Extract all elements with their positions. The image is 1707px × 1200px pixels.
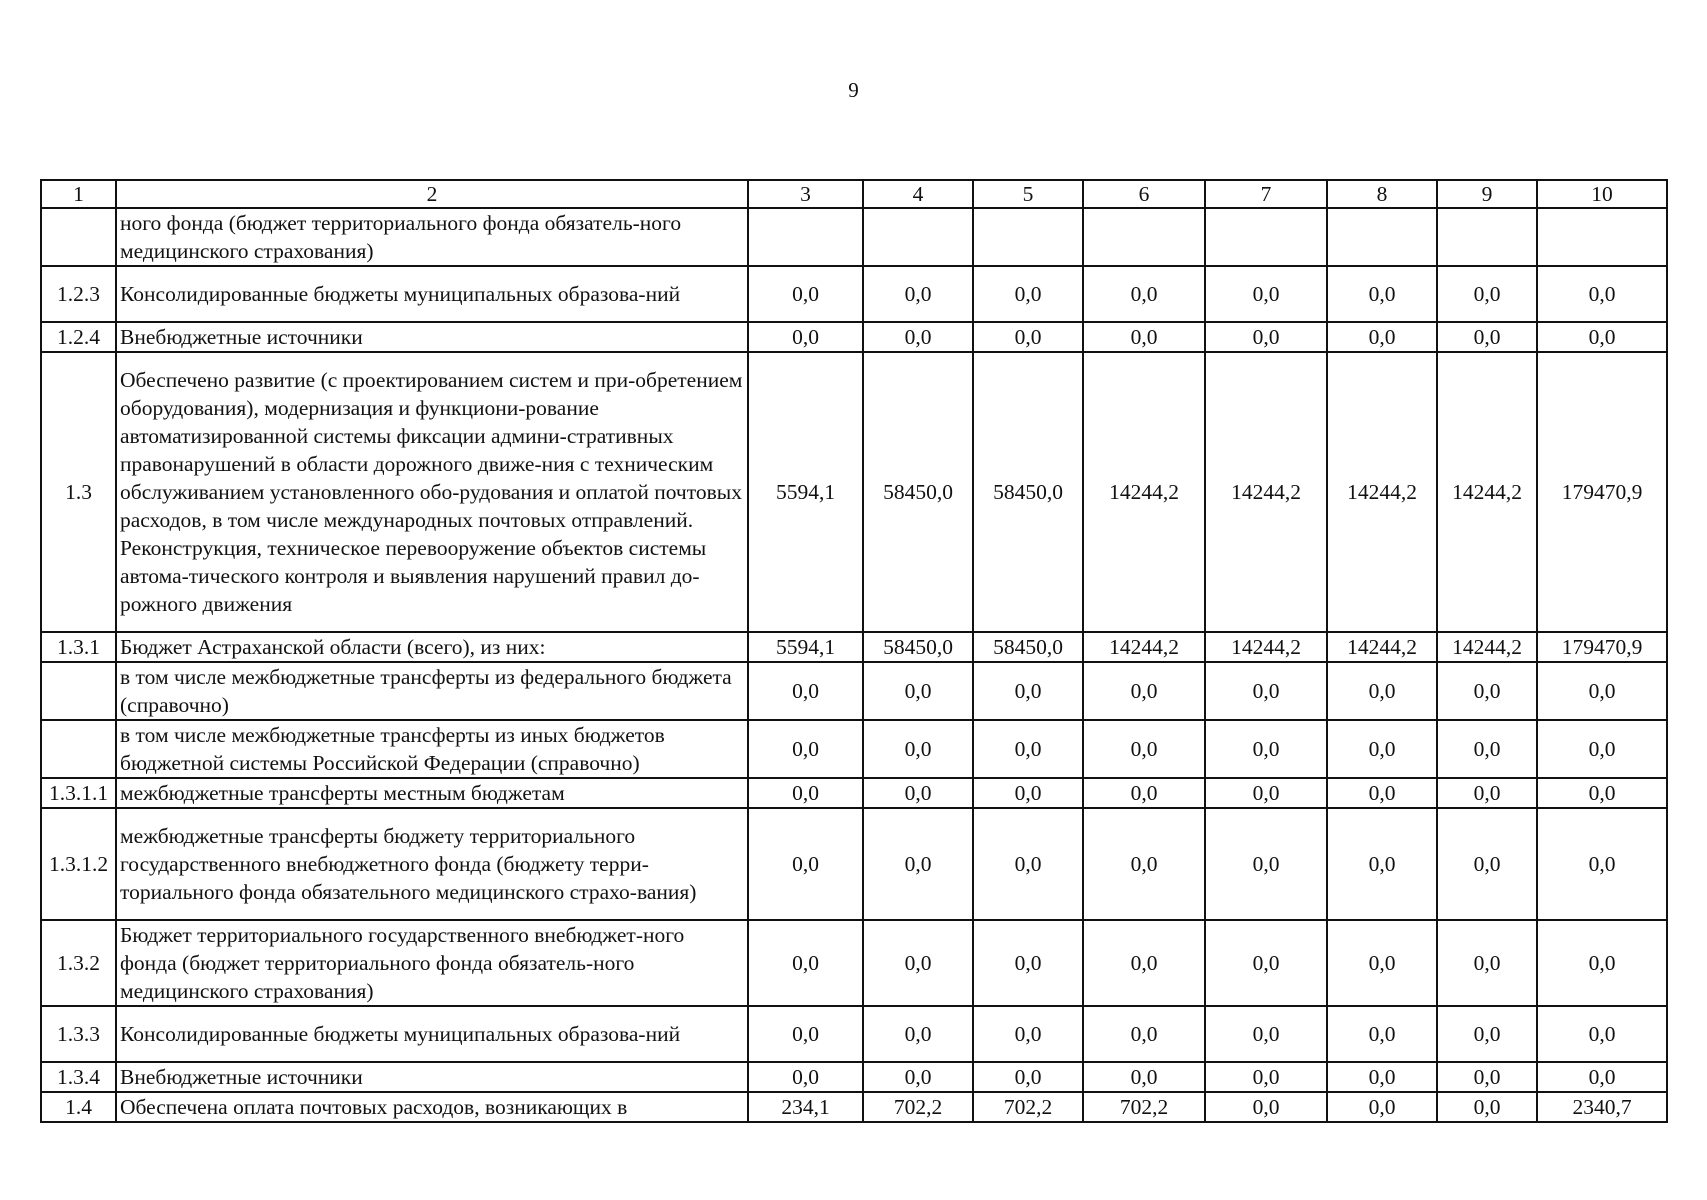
- row-description: Внебюджетные источники: [116, 322, 748, 352]
- table-row: [41, 632, 1667, 662]
- cell-value: 0,0: [1327, 920, 1437, 1006]
- cell-value: 179470,9: [1537, 352, 1667, 632]
- row-code: 1.2.4: [41, 322, 116, 352]
- column-header: 5: [973, 180, 1083, 208]
- cell-value: 0,0: [1437, 808, 1537, 920]
- cell-value: [863, 208, 973, 266]
- cell-value: 0,0: [1205, 1062, 1327, 1092]
- cell-value: 0,0: [1083, 662, 1205, 720]
- column-header: 3: [748, 180, 863, 208]
- cell-value: 0,0: [1327, 778, 1437, 808]
- cell-value: 0,0: [1083, 720, 1205, 778]
- table-row: [41, 808, 1667, 920]
- column-header: 9: [1437, 180, 1537, 208]
- cell-value: 0,0: [748, 1062, 863, 1092]
- cell-value: 0,0: [1205, 808, 1327, 920]
- table-row: [41, 1092, 1667, 1122]
- column-header: 7: [1205, 180, 1327, 208]
- cell-value: 0,0: [1327, 808, 1437, 920]
- cell-value: 0,0: [748, 808, 863, 920]
- cell-value: 0,0: [863, 1006, 973, 1062]
- row-code: [41, 662, 116, 720]
- cell-value: 0,0: [1083, 808, 1205, 920]
- cell-value: 0,0: [1083, 1006, 1205, 1062]
- cell-value: 0,0: [1437, 322, 1537, 352]
- cell-value: 0,0: [1327, 266, 1437, 322]
- table-row: [41, 920, 1667, 1006]
- column-header: 4: [863, 180, 973, 208]
- cell-value: 14244,2: [1205, 632, 1327, 662]
- cell-value: 0,0: [973, 662, 1083, 720]
- row-code: 1.3.4: [41, 1062, 116, 1092]
- cell-value: 0,0: [1205, 920, 1327, 1006]
- table-header-row: [41, 180, 1667, 208]
- cell-value: 0,0: [973, 322, 1083, 352]
- row-code: [41, 208, 116, 266]
- cell-value: [1437, 208, 1537, 266]
- cell-value: 0,0: [863, 1062, 973, 1092]
- cell-value: 0,0: [1437, 1006, 1537, 1062]
- cell-value: 0,0: [748, 662, 863, 720]
- cell-value: 0,0: [1437, 266, 1537, 322]
- cell-value: 702,2: [973, 1092, 1083, 1122]
- cell-value: [1537, 208, 1667, 266]
- cell-value: 2340,7: [1537, 1092, 1667, 1122]
- cell-value: 0,0: [1327, 1062, 1437, 1092]
- cell-value: 58450,0: [973, 352, 1083, 632]
- cell-value: 0,0: [1437, 778, 1537, 808]
- cell-value: 0,0: [863, 920, 973, 1006]
- cell-value: 0,0: [1327, 662, 1437, 720]
- column-header: 1: [41, 180, 116, 208]
- cell-value: 14244,2: [1327, 352, 1437, 632]
- table-row: [41, 266, 1667, 322]
- cell-value: 0,0: [1437, 920, 1537, 1006]
- cell-value: 0,0: [973, 778, 1083, 808]
- cell-value: 0,0: [1537, 266, 1667, 322]
- row-code: 1.2.3: [41, 266, 116, 322]
- column-header: 2: [116, 180, 748, 208]
- cell-value: 0,0: [1327, 322, 1437, 352]
- cell-value: 58450,0: [863, 352, 973, 632]
- cell-value: [973, 208, 1083, 266]
- row-description: Бюджет территориального государственного внебюджет-ного фонда (бюджет территориального фонда обязатель-ного медицинского страхования): [116, 920, 748, 1006]
- cell-value: 0,0: [748, 720, 863, 778]
- cell-value: 5594,1: [748, 352, 863, 632]
- table-row: [41, 662, 1667, 720]
- cell-value: 0,0: [1205, 1006, 1327, 1062]
- cell-value: 0,0: [748, 778, 863, 808]
- cell-value: 0,0: [1537, 720, 1667, 778]
- cell-value: 0,0: [1083, 266, 1205, 322]
- cell-value: 0,0: [748, 266, 863, 322]
- cell-value: 0,0: [1205, 1092, 1327, 1122]
- cell-value: [1205, 208, 1327, 266]
- cell-value: 179470,9: [1537, 632, 1667, 662]
- row-code: 1.4: [41, 1092, 116, 1122]
- row-description: ного фонда (бюджет территориального фонда обязатель-ного медицинского страхования): [116, 208, 748, 266]
- cell-value: 0,0: [973, 266, 1083, 322]
- cell-value: 5594,1: [748, 632, 863, 662]
- table-row: [41, 720, 1667, 778]
- cell-value: 14244,2: [1083, 352, 1205, 632]
- cell-value: 14244,2: [1205, 352, 1327, 632]
- table-row: [41, 1006, 1667, 1062]
- cell-value: [1327, 208, 1437, 266]
- cell-value: 702,2: [1083, 1092, 1205, 1122]
- cell-value: 0,0: [1537, 778, 1667, 808]
- table-row: [41, 352, 1667, 632]
- cell-value: 0,0: [1083, 778, 1205, 808]
- cell-value: 0,0: [1083, 920, 1205, 1006]
- budget-table: [40, 179, 1668, 1123]
- table-row: [41, 322, 1667, 352]
- row-description: Обеспечено развитие (с проектированием систем и при-обретением оборудования), модернизация и функциони-рование автоматизированной системы фиксации админи-стративных правонарушений в области дорожного движе-ния с техническим обслуживанием установленного обо-рудования и оплатой почтовых расходов, в том числе международных почтовых отправлений. Реконструкция, техническое перевооружение объектов системы автома-тического контроля и выявления нарушений правил до-рожного движения: [116, 352, 748, 632]
- cell-value: 234,1: [748, 1092, 863, 1122]
- row-description: Консолидированные бюджеты муниципальных образова-ний: [116, 1006, 748, 1062]
- cell-value: 0,0: [1205, 266, 1327, 322]
- cell-value: 0,0: [1537, 1006, 1667, 1062]
- row-description: Внебюджетные источники: [116, 1062, 748, 1092]
- row-description: Обеспечена оплата почтовых расходов, возникающих в: [116, 1092, 748, 1122]
- row-code: [41, 720, 116, 778]
- cell-value: 0,0: [973, 920, 1083, 1006]
- cell-value: 0,0: [748, 1006, 863, 1062]
- row-code: 1.3.1.1: [41, 778, 116, 808]
- cell-value: [1083, 208, 1205, 266]
- cell-value: 0,0: [1437, 1092, 1537, 1122]
- table-row: [41, 208, 1667, 266]
- cell-value: 0,0: [863, 322, 973, 352]
- cell-value: 14244,2: [1327, 632, 1437, 662]
- row-description: в том числе межбюджетные трансферты из иных бюджетов бюджетной системы Российской Федерации (справочно): [116, 720, 748, 778]
- cell-value: 0,0: [1437, 720, 1537, 778]
- cell-value: 0,0: [1083, 322, 1205, 352]
- cell-value: 0,0: [1327, 1092, 1437, 1122]
- cell-value: 0,0: [748, 920, 863, 1006]
- cell-value: 14244,2: [1437, 352, 1537, 632]
- cell-value: 0,0: [973, 720, 1083, 778]
- row-description: Бюджет Астраханской области (всего), из них:: [116, 632, 748, 662]
- cell-value: 0,0: [1205, 322, 1327, 352]
- column-header: 6: [1083, 180, 1205, 208]
- cell-value: 0,0: [863, 720, 973, 778]
- cell-value: 0,0: [1327, 1006, 1437, 1062]
- cell-value: [748, 208, 863, 266]
- cell-value: 0,0: [973, 1006, 1083, 1062]
- cell-value: 0,0: [1327, 720, 1437, 778]
- cell-value: 0,0: [1083, 1062, 1205, 1092]
- cell-value: 0,0: [1205, 720, 1327, 778]
- cell-value: 0,0: [863, 808, 973, 920]
- row-code: 1.3.1.2: [41, 808, 116, 920]
- row-description: в том числе межбюджетные трансферты из федерального бюджета (справочно): [116, 662, 748, 720]
- table-row: [41, 1062, 1667, 1092]
- cell-value: 0,0: [1537, 662, 1667, 720]
- cell-value: 58450,0: [863, 632, 973, 662]
- row-code: 1.3: [41, 352, 116, 632]
- cell-value: 14244,2: [1437, 632, 1537, 662]
- column-header: 10: [1537, 180, 1667, 208]
- row-code: 1.3.3: [41, 1006, 116, 1062]
- cell-value: 0,0: [973, 808, 1083, 920]
- cell-value: 0,0: [1537, 808, 1667, 920]
- cell-value: 0,0: [1537, 1062, 1667, 1092]
- cell-value: 0,0: [1437, 662, 1537, 720]
- column-header: 8: [1327, 180, 1437, 208]
- row-description: межбюджетные трансферты местным бюджетам: [116, 778, 748, 808]
- cell-value: 0,0: [1537, 920, 1667, 1006]
- cell-value: 0,0: [1437, 1062, 1537, 1092]
- cell-value: 0,0: [1205, 662, 1327, 720]
- row-code: 1.3.1: [41, 632, 116, 662]
- cell-value: 0,0: [1205, 778, 1327, 808]
- page-number: 9: [848, 78, 859, 102]
- row-code: 1.3.2: [41, 920, 116, 1006]
- cell-value: 0,0: [748, 322, 863, 352]
- cell-value: 58450,0: [973, 632, 1083, 662]
- cell-value: 0,0: [863, 662, 973, 720]
- row-description: Консолидированные бюджеты муниципальных образова-ний: [116, 266, 748, 322]
- table-row: [41, 778, 1667, 808]
- cell-value: 0,0: [863, 266, 973, 322]
- cell-value: 0,0: [973, 1062, 1083, 1092]
- cell-value: 0,0: [863, 778, 973, 808]
- cell-value: 0,0: [1537, 322, 1667, 352]
- row-description: межбюджетные трансферты бюджету территориального государственного внебюджетного фонда (бюджету терри-ториального фонда обязательного медицинского страхо-вания): [116, 808, 748, 920]
- cell-value: 14244,2: [1083, 632, 1205, 662]
- cell-value: 702,2: [863, 1092, 973, 1122]
